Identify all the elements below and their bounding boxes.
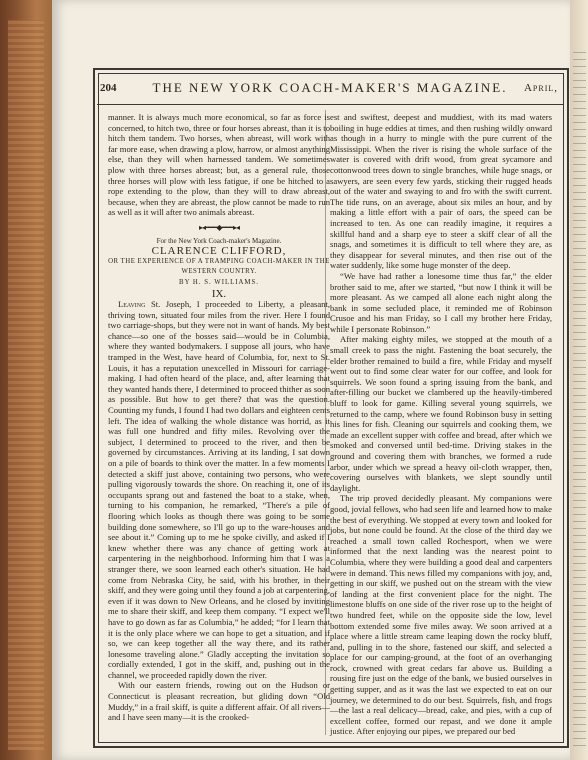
left-column bbox=[108, 112, 330, 723]
body-paragraph: With our eastern friends, rowing out on the Hudson or Connecticut is pleasant recreation, but gliding down “Old Muddy,” in a frail skiff, is quite a different affair. Of all rivers—and I have seen many—it is the crooked- bbox=[108, 680, 330, 723]
body-paragraph: The trip proved decidedly pleasant. My companions were good, jovial fellows, who had seen life and learned how to make the best of everything. We stopped at every town and looked for jobs, but none could be found. At the close of the third day we reached a small town called Rochesport, when we were informed that the next landing was the nearest point to Columbia, where they were building a good deal and carpenters were in demand. This news filled my companions with joy, and, getting in our skiff, we pushed out on the stream with the view of landing at the first convenient place for the night. The limestone bluffs on one side of the river rose up to the height of two hundred feet, while on the opposite side the low, level bottom extended some five miles away. We soon arrived at a place where a little stream came leaping down the rocky bluff, and, pulling in to the shore, fastened our skiff, and selected a place for our camping-ground, at the foot of an overhanging rock, crowned with great cedars far above us. Building a rousing fire just on the edge of the bank, we busied ourselves in getting supper, and as it was the last we expected to eat on our journey, we determined to do our best. Squirrels, fish, and frogs—the last a real delicacy—bread, cake, and pies, with a cup of excellent coffee, formed our repast, and we done it ample justice. After enjoying our pipes, we prepared our bed bbox=[330, 493, 552, 737]
body-paragraph: Leaving St. Joseph, I proceeded to Liberty, a pleasant, thriving town, situated four miles from the river. Here I found two carriage-shops, but they were not in want of hands. My best chance—so one of the bosses said—would be in Columbia, where they wanted bodymakers. I suppose all jours, who have tramped in the West, have heard of Columbia, for, next to St. Louis, it has a reputation unexcelled in Missouri for carriage-making. I had often heard of the place, and, after learning that they wanted hands there, I determined to proceed thither as soon as possible. But how to get there? that was the question. Counting my funds, I found I had two dollars and eighteen cents left. The idea of walking the whole distance was horrid, as it was full one hundred and fifty miles. Revolving over the subject, I determined to proceed to the river, and then be governed by circumstances. Arriving at its landing, I sat down on a pile of boards to think over the matter. In a few moments I detected a skiff just above, containing two persons, who were pulling vigorously towards the shore. On reaching it, one of its occupants sprang out and fastened the boat to a stake, when, turning to his companion, he remarked, “There's a pile of flooring which looks as though there was going to be some building done somewhere, so I'll go up to the ware-houses and see about it.” Coming up to me he spoke civilly, and asked if I knew whether there was any chance of getting work at carpentering in the neighborhood. Informing him that I was a stranger there, we soon learned each other's situation. He had come from Nebraska City, he said, with his brother, in their skiff, and they were going until they found a job at carpentering, even if it was down to New Orleans, and he closed by inviting me to share their skiff, and keep them company. “I expect we'll have to go down as far as Columbia,” he added; “for I learn that it is the only place where we can hope to get a situation, and if so, we can keep together all the way there, and its rather lonesome traveling alone.” Gladly accepting the invitation so cordially extended, I got in the skiff, and, pushing out in the channel, we proceeded rapidly down the river. bbox=[108, 299, 330, 680]
source-note: For the New York Coach-maker's Magazine. bbox=[156, 236, 282, 245]
article-title: CLARENCE CLIFFORD, bbox=[151, 245, 287, 258]
body-paragraph: est and swiftest, deepest and muddiest, with its mad waters boiling in huge eddies at times, and then rushing wildly onward as though in a hurry to mingle with the pure current of the Mississippi. When the river is rising the whole surface of the water is covered with drift wood, from great sycamore and cottonwood trees down to single branches, while huge snags, or sawyers, are seen every few yards, sticking their rugged heads out of the water and swaying to and fro with the swift current. The tide runs, on an average, about six miles an hour, and by making a little effort with a pair of oars, the speed can be increased to ten. As one can readily imagine, it requires a skillful hand and a sharp eye to steer a skiff clear of all the snags, and sometimes it is difficult to tell where they are, as they disappear for several minutes, and then rise out of the water suddenly, like some huge monster of the deep. bbox=[330, 112, 552, 271]
header-rule bbox=[97, 104, 563, 105]
running-title: THE NEW YORK COACH-MAKER'S MAGAZINE. bbox=[152, 80, 508, 95]
running-header bbox=[100, 80, 560, 100]
facing-page-edge bbox=[570, 0, 588, 760]
page-edges bbox=[8, 20, 44, 750]
page-number: 204 bbox=[100, 82, 117, 94]
byline: BY H. S. WILLIAMS. bbox=[179, 278, 259, 286]
article-subtitle: OR THE EXPERIENCE OF A TRAMPING COACH-MAKER IN THE WESTERN COUNTRY. bbox=[108, 257, 330, 276]
intro-paragraph: manner. It is always much more economical, so far as force is concerned, to hitch two, three or four horses abreast, than it is to hitch them tandem. Two horses, when abreast, will work with far more ease, when drawing a plow, harrow, or almost anything else, than they will when harnessed tandem. We sometimes plow with three horses abreast; but, as a general rule, those three horses will plow with less fatigue, if one be hitched to a rope extending to the plow, than they will to draw abreast, because, when they are abreast, the plow cannot be made to run as well as it will after two animals abreast. bbox=[108, 112, 330, 218]
lead-word: Leaving bbox=[118, 299, 146, 310]
book-binding bbox=[0, 0, 52, 760]
body-paragraph: After making eighty miles, we stopped at the mouth of a small creek to pass the night. Fastening the boat securely, the elder brother remained to build a fire, while Friday and myself went out to find some clear water for our coffee, and look for squirrels. We soon found a spring issuing from the bank, and after-filling our bucket we clambered up the heavily-timbered bluff to look for game. Killing several young squirrels, we returned to the camp, where we found Robinson busy in setting his lines for fish. Cleaning our squirrels and cooking them, we made an excellent supper with coffee and bread, after which we smoked and conversed until bed-time. Driving stakes in the ground and covering them with branches, we formed a rude arbor, under which we spread a heavy oil-cloth wrapper, then, covering ourselves with blankets, we slept soundly until daylight. bbox=[330, 334, 552, 493]
body-paragraph: “We have had rather a lonesome time thus far,” the elder brother said to me, after we started, “but now I think it will be more pleasant. As we camped all alone each night along the bank in some secluded place, it reminded me of Robinson Crusoe and his man Friday, so I call my brother here Friday, while I personate Robinson.” bbox=[330, 270, 552, 334]
section-ornament: ▸◂━━━◆━━━▸◂ bbox=[198, 222, 240, 232]
chapter-number: IX. bbox=[211, 287, 227, 300]
issue-month: April, bbox=[523, 82, 558, 94]
right-column bbox=[330, 112, 552, 737]
